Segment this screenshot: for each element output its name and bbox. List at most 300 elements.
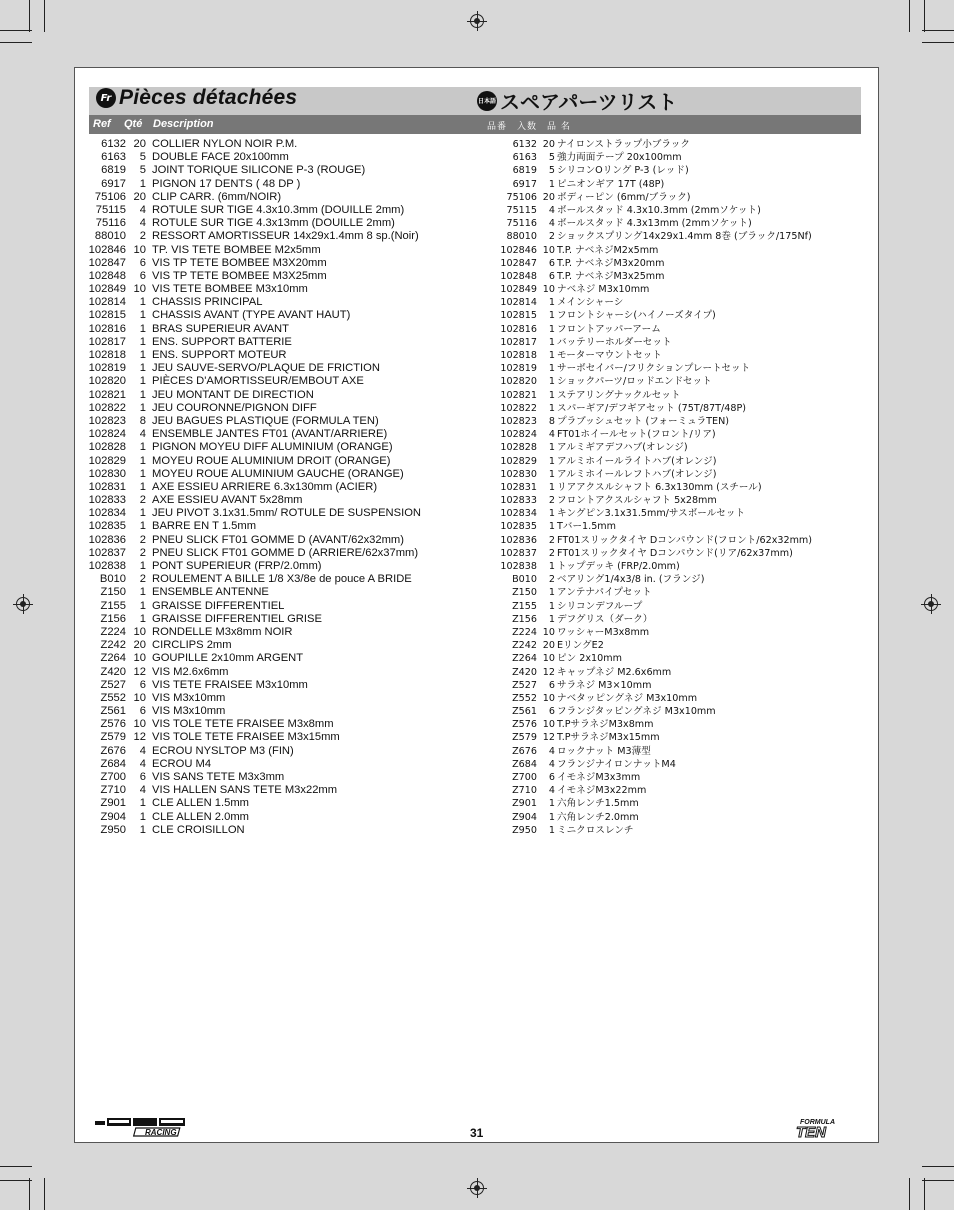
column-header-ref: Ref <box>93 118 111 130</box>
part-row <box>476 705 856 718</box>
part-ref: 102828 <box>88 441 126 454</box>
part-row <box>476 797 856 810</box>
part-description: フロントアクスルシャフト 5x28mm <box>557 495 717 507</box>
part-row <box>88 824 468 837</box>
part-row <box>88 204 468 217</box>
part-ref: 102816 <box>88 322 126 335</box>
part-description: CLE ALLEN 2.0mm <box>152 810 249 823</box>
svg-text:TEN: TEN <box>796 1124 826 1139</box>
part-ref: 102835 <box>500 521 537 533</box>
part-description: バッテリーホルダーセット <box>557 336 672 348</box>
french-parts-list <box>88 138 468 837</box>
part-description: CLE ALLEN 1.5mm <box>152 797 249 810</box>
part-row <box>88 731 468 744</box>
part-qty: 1 <box>139 401 146 414</box>
part-ref: 102846 <box>88 243 126 256</box>
part-row <box>88 191 468 204</box>
part-ref: 102838 <box>88 560 126 572</box>
part-row <box>88 547 468 560</box>
part-row <box>88 758 468 771</box>
part-ref: Z904 <box>100 810 126 823</box>
part-description: キングピン3.1x31.5mm/サスボールセット <box>557 508 746 520</box>
part-ref: Z242 <box>100 639 126 652</box>
part-description: トップデッキ (FRP/2.0mm) <box>557 561 680 572</box>
part-ref: Z684 <box>512 758 537 770</box>
part-description: JEU PIVOT 3.1x31.5mm/ ROTULE DE SUSPENSION <box>152 507 421 520</box>
part-qty: 20 <box>133 138 146 150</box>
part-description: PIÈCES D'AMORTISSEUR/EMBOUT AXE <box>152 375 364 388</box>
part-ref: 102834 <box>88 507 126 520</box>
japanese-column-header: 品番 入数 品 名 <box>487 122 571 132</box>
part-ref: 102849 <box>500 284 537 296</box>
crop-mark <box>44 0 45 32</box>
part-qty: 1 <box>548 363 555 375</box>
part-description: CLIP CARR. (6mm/NOIR) <box>152 190 282 203</box>
part-ref: 102814 <box>500 297 537 309</box>
part-ref: 102830 <box>500 468 537 480</box>
part-qty: 10 <box>133 718 146 731</box>
part-ref: 88010 <box>506 231 537 243</box>
part-description: フランジタッピングネジ M3x10mm <box>557 706 716 718</box>
part-row <box>476 296 856 309</box>
part-description: ENSEMBLE JANTES FT01 (AVANT/ARRIERE) <box>152 428 388 441</box>
part-qty: 12 <box>542 666 555 678</box>
part-row <box>476 534 856 547</box>
column-header-qty: Qté <box>124 118 143 130</box>
part-qty: 1 <box>139 560 146 572</box>
part-qty: 6 <box>139 678 146 691</box>
crop-mark <box>922 1166 954 1167</box>
crop-mark <box>29 1178 30 1210</box>
part-row <box>88 296 468 309</box>
crop-mark <box>924 1178 925 1210</box>
part-qty: 1 <box>139 507 146 520</box>
part-qty: 1 <box>139 335 146 348</box>
part-row <box>476 336 856 349</box>
part-row <box>476 309 856 322</box>
part-qty: 2 <box>548 231 555 243</box>
part-qty: 2 <box>548 547 555 559</box>
part-ref: 102829 <box>500 455 537 467</box>
part-description: ナベタッピングネジ M3x10mm <box>557 692 698 704</box>
part-description: ロックナット M3薄型 <box>557 745 651 757</box>
japanese-title-text: スペアパーツリスト <box>500 90 678 114</box>
part-ref: Z156 <box>100 612 126 625</box>
part-ref: Z155 <box>512 600 537 612</box>
part-qty: 1 <box>548 521 555 533</box>
part-description: ENS. SUPPORT MOTEUR <box>152 349 287 361</box>
part-row <box>88 283 468 296</box>
part-ref: Z950 <box>100 823 126 836</box>
part-qty: 1 <box>548 455 555 467</box>
part-ref: 75115 <box>95 203 126 216</box>
part-row <box>476 771 856 784</box>
french-title <box>96 86 297 110</box>
part-qty: 1 <box>139 599 146 612</box>
formula-ten-logo <box>794 1117 862 1139</box>
part-row <box>476 468 856 481</box>
part-ref: 102833 <box>500 495 537 507</box>
part-ref: Z700 <box>100 771 126 783</box>
part-description: GOUPILLE 2x10mm ARGENT <box>152 652 304 665</box>
part-description: PIGNON 17 DENTS ( 48 DP ) <box>152 177 301 190</box>
part-ref: 102836 <box>500 534 537 546</box>
part-row <box>88 718 468 731</box>
part-row <box>476 600 856 613</box>
part-qty: 1 <box>548 350 555 361</box>
part-ref: 102814 <box>88 296 126 309</box>
part-qty: 1 <box>139 375 146 388</box>
part-qty: 1 <box>548 323 555 335</box>
part-qty: 1 <box>548 336 555 348</box>
part-ref: 102821 <box>88 388 126 401</box>
part-qty: 4 <box>139 757 146 770</box>
part-qty: 2 <box>548 495 555 507</box>
part-qty: 6 <box>548 679 555 691</box>
part-qty: 1 <box>139 349 146 361</box>
part-ref: 102816 <box>500 323 537 335</box>
part-ref: 102817 <box>88 335 126 348</box>
part-qty: 4 <box>139 203 146 216</box>
part-description: GRAISSE DIFFERENTIEL GRISE <box>152 612 322 625</box>
part-ref: Z420 <box>512 666 537 678</box>
part-row <box>88 600 468 613</box>
part-row <box>88 230 468 243</box>
part-qty: 20 <box>542 640 555 652</box>
part-row <box>476 481 856 494</box>
part-ref: Z150 <box>100 586 126 599</box>
part-ref: 102829 <box>88 454 126 467</box>
french-badge: Fr <box>96 88 116 108</box>
part-qty: 12 <box>542 732 555 744</box>
part-ref: 102831 <box>88 480 126 493</box>
part-qty: 1 <box>139 823 146 836</box>
part-ref: Z904 <box>512 811 537 823</box>
part-description: イモネジM3x3mm <box>557 772 641 783</box>
part-row <box>476 441 856 454</box>
part-ref: 102828 <box>500 442 537 454</box>
part-qty: 1 <box>139 454 146 467</box>
part-description: PONT SUPERIEUR (FRP/2.0mm) <box>152 560 322 572</box>
part-description: COLLIER NYLON NOIR P.M. <box>152 138 298 150</box>
part-description: AXE ESSIEU ARRIERE 6.3x130mm (ACIER) <box>152 480 378 493</box>
part-row <box>476 138 856 151</box>
part-description: アルミホイールライトハブ(オレンジ) <box>557 455 717 467</box>
part-description: VIS TP TETE BOMBEE M3X25mm <box>152 269 327 282</box>
part-ref: 6917 <box>101 177 126 190</box>
crop-mark <box>0 1166 32 1167</box>
part-qty: 10 <box>133 283 146 296</box>
part-ref: Z156 <box>512 613 537 625</box>
part-ref: Z224 <box>512 626 537 638</box>
part-ref: 102815 <box>500 310 537 322</box>
part-ref: 102817 <box>500 336 537 348</box>
part-row <box>476 586 856 599</box>
part-qty: 10 <box>542 653 555 665</box>
part-ref: 102847 <box>500 257 537 269</box>
registration-mark <box>470 1181 484 1195</box>
part-ref: Z950 <box>512 824 537 836</box>
part-row <box>88 745 468 758</box>
part-description: スパーギア/デフギアセット (75T/87T/48P) <box>557 402 747 414</box>
part-row <box>476 507 856 520</box>
part-description: T.PサラネジM3x8mm <box>557 719 654 731</box>
part-row <box>88 441 468 454</box>
part-description: サーボセイバー/フリクションプレートセット <box>557 363 751 375</box>
part-row <box>88 244 468 257</box>
part-description: 強力両面テープ 20x100mm <box>557 152 682 164</box>
part-qty: 4 <box>139 744 146 757</box>
part-ref: Z264 <box>100 652 126 665</box>
part-ref: 6163 <box>101 151 126 164</box>
part-description: ROULEMENT A BILLE 1/8 X3/8e de pouce A BRIDE <box>152 573 412 586</box>
part-description: MOYEU ROUE ALUMINIUM DROIT (ORANGE) <box>152 454 391 467</box>
part-qty: 1 <box>139 797 146 810</box>
part-row <box>88 309 468 322</box>
part-row <box>88 494 468 507</box>
page-number: 31 <box>470 1126 484 1140</box>
part-qty: 1 <box>139 810 146 823</box>
part-row <box>88 626 468 639</box>
part-row <box>476 626 856 639</box>
part-ref: 102821 <box>500 389 537 401</box>
part-description: プラブッシュセット (フォーミュラTEN) <box>557 415 730 427</box>
part-row <box>476 349 856 362</box>
part-qty: 10 <box>542 626 555 638</box>
japanese-parts-list <box>476 138 856 837</box>
part-ref: 102815 <box>88 309 126 322</box>
part-qty: 6 <box>548 772 555 783</box>
part-ref: Z710 <box>100 784 126 797</box>
part-description: JEU MONTANT DE DIRECTION <box>152 388 314 401</box>
part-qty: 1 <box>548 798 555 810</box>
part-description: ワッシャーM3x8mm <box>557 626 650 638</box>
part-qty: 10 <box>133 691 146 704</box>
part-ref: 102818 <box>500 350 537 361</box>
part-qty: 10 <box>133 625 146 638</box>
part-ref: 102847 <box>88 256 126 269</box>
part-qty: 20 <box>542 139 555 150</box>
part-row <box>88 349 468 362</box>
part-row <box>88 389 468 402</box>
part-description: GRAISSE DIFFERENTIEL <box>152 599 285 612</box>
part-row <box>88 455 468 468</box>
part-description: ENS. SUPPORT BATTERIE <box>152 335 292 348</box>
part-qty: 2 <box>139 533 146 546</box>
crop-mark <box>909 0 910 32</box>
part-description: ボディーピン (6mm/ブラック) <box>557 191 691 203</box>
part-description: デフグリス（ダーク） <box>557 613 653 625</box>
part-row <box>88 679 468 692</box>
part-ref: Z579 <box>512 732 537 744</box>
french-title-text: Pièces détachées <box>119 86 298 109</box>
part-row <box>88 362 468 375</box>
part-qty: 1 <box>139 586 146 599</box>
part-qty: 4 <box>548 218 555 230</box>
part-ref: 102837 <box>500 547 537 559</box>
part-qty: 5 <box>548 165 555 177</box>
part-qty: 10 <box>542 719 555 731</box>
part-row <box>88 586 468 599</box>
part-ref: Z676 <box>512 745 537 757</box>
part-ref: 6132 <box>101 138 126 150</box>
part-row <box>476 257 856 270</box>
part-row <box>476 731 856 744</box>
part-qty: 2 <box>139 573 146 586</box>
part-qty: 8 <box>548 415 555 427</box>
part-description: ナイロンストラップ小ブラック <box>557 139 690 150</box>
part-row <box>476 204 856 217</box>
part-ref: Z676 <box>100 744 126 757</box>
part-description: JEU BAGUES PLASTIQUE (FORMULA TEN) <box>152 414 379 427</box>
part-row <box>476 652 856 665</box>
part-qty: 1 <box>548 310 555 322</box>
part-ref: Z700 <box>512 772 537 783</box>
part-row <box>476 811 856 824</box>
part-row <box>88 797 468 810</box>
part-description: VIS TP TETE BOMBEE M3X20mm <box>152 256 327 269</box>
part-ref: 102834 <box>500 508 537 520</box>
part-row <box>476 758 856 771</box>
part-ref: Z155 <box>100 599 126 612</box>
part-qty: 1 <box>548 613 555 625</box>
part-description: AXE ESSIEU AVANT 5x28mm <box>152 494 303 507</box>
part-qty: 1 <box>548 587 555 599</box>
part-row <box>476 494 856 507</box>
part-qty: 1 <box>139 467 146 480</box>
part-description: シリコンOリング P-3 (レッド) <box>557 165 689 177</box>
part-qty: 1 <box>548 402 555 414</box>
part-row <box>88 771 468 784</box>
part-ref: Z527 <box>100 678 126 691</box>
part-description: CHASSIS AVANT (TYPE AVANT HAUT) <box>152 309 351 322</box>
part-row <box>476 666 856 679</box>
part-ref: 102823 <box>88 414 126 427</box>
part-qty: 20 <box>133 639 146 652</box>
part-qty: 4 <box>548 745 555 757</box>
part-ref: 6819 <box>512 165 537 177</box>
part-row <box>476 560 856 573</box>
part-ref: 102836 <box>88 533 126 546</box>
part-qty: 10 <box>133 243 146 256</box>
registration-mark <box>16 597 30 611</box>
part-description: JOINT TORIQUE SILICONE P-3 (ROUGE) <box>152 164 366 177</box>
part-ref: 75116 <box>506 218 537 230</box>
part-qty: 6 <box>548 706 555 718</box>
part-qty: 1 <box>139 309 146 322</box>
part-description: JEU COURONNE/PIGNON DIFF <box>152 401 317 414</box>
part-description: ショックスプリング14x29x1.4mm 8巻 (ブラック/175Nf) <box>557 231 812 243</box>
part-qty: 1 <box>548 468 555 480</box>
part-description: Tバー1.5mm <box>557 521 616 533</box>
part-description: RONDELLE M3x8mm NOIR <box>152 625 293 638</box>
part-qty: 2 <box>139 230 146 243</box>
part-row <box>88 217 468 230</box>
part-ref: 102823 <box>500 415 537 427</box>
part-row <box>476 455 856 468</box>
part-row <box>476 639 856 652</box>
part-ref: 102822 <box>500 402 537 414</box>
part-ref: Z561 <box>100 705 126 718</box>
part-description: VIS M3x10mm <box>152 691 226 704</box>
part-row <box>476 745 856 758</box>
part-qty: 10 <box>542 284 555 296</box>
part-description: ENSEMBLE ANTENNE <box>152 586 269 599</box>
part-ref: 102848 <box>88 269 126 282</box>
part-description: アルミギアデフハブ(オレンジ) <box>557 442 688 454</box>
part-row <box>88 178 468 191</box>
crop-mark <box>922 1180 954 1181</box>
crop-mark <box>0 42 32 43</box>
part-row <box>88 811 468 824</box>
part-qty: 6 <box>548 257 555 269</box>
part-qty: 1 <box>139 441 146 454</box>
part-row <box>476 718 856 731</box>
part-qty: 1 <box>548 508 555 520</box>
part-description: ステアリングナックルセット <box>557 389 681 401</box>
part-row <box>476 323 856 336</box>
part-qty: 12 <box>133 665 146 678</box>
part-ref: 102838 <box>500 561 537 572</box>
part-ref: Z264 <box>512 653 537 665</box>
part-qty: 1 <box>548 561 555 572</box>
part-row <box>88 468 468 481</box>
part-description: FT01スリックタイヤ Dコンパウンド(フロント/62x32mm) <box>557 534 813 546</box>
part-ref: 102819 <box>88 362 126 375</box>
part-row <box>88 428 468 441</box>
part-row <box>88 481 468 494</box>
part-row <box>88 507 468 520</box>
part-description: キャップネジ M2.6x6mm <box>557 666 672 678</box>
part-ref: 102820 <box>500 376 537 388</box>
part-ref: Z224 <box>100 625 126 638</box>
part-qty: 1 <box>139 177 146 190</box>
column-header-description: Description <box>153 118 214 130</box>
part-ref: 102830 <box>88 467 126 480</box>
crop-mark <box>0 1180 32 1181</box>
part-description: CHASSIS PRINCIPAL <box>152 296 263 309</box>
part-description: シリコンデフループ <box>557 600 643 612</box>
part-row <box>476 692 856 705</box>
part-description: アンテナパイプセット <box>557 587 652 599</box>
part-row <box>88 560 468 573</box>
part-description: フランジナイロンナットM4 <box>557 758 676 770</box>
part-ref: 102837 <box>88 546 126 559</box>
crop-mark <box>0 30 32 31</box>
part-description: リアアクスルシャフト 6.3x130mm (スチール) <box>557 481 762 493</box>
part-ref: 6917 <box>512 178 537 190</box>
part-qty: 1 <box>139 322 146 335</box>
part-ref: 102819 <box>500 363 537 375</box>
part-ref: Z420 <box>100 665 126 678</box>
part-row <box>476 784 856 797</box>
part-row <box>476 191 856 204</box>
part-ref: 102849 <box>88 283 126 296</box>
part-qty: 10 <box>542 244 555 256</box>
part-qty: 4 <box>548 204 555 216</box>
part-row <box>476 520 856 533</box>
part-row <box>88 415 468 428</box>
part-description: T.P. ナベネジM2x5mm <box>557 244 659 256</box>
part-ref: Z576 <box>100 718 126 731</box>
part-qty: 10 <box>542 692 555 704</box>
japanese-badge: 日本語 <box>477 91 497 111</box>
part-row <box>476 217 856 230</box>
part-description: イモネジM3x22mm <box>557 785 647 797</box>
part-qty: 6 <box>139 256 146 269</box>
part-description: ピニオンギア 17T (48P) <box>557 178 665 190</box>
part-row <box>476 573 856 586</box>
